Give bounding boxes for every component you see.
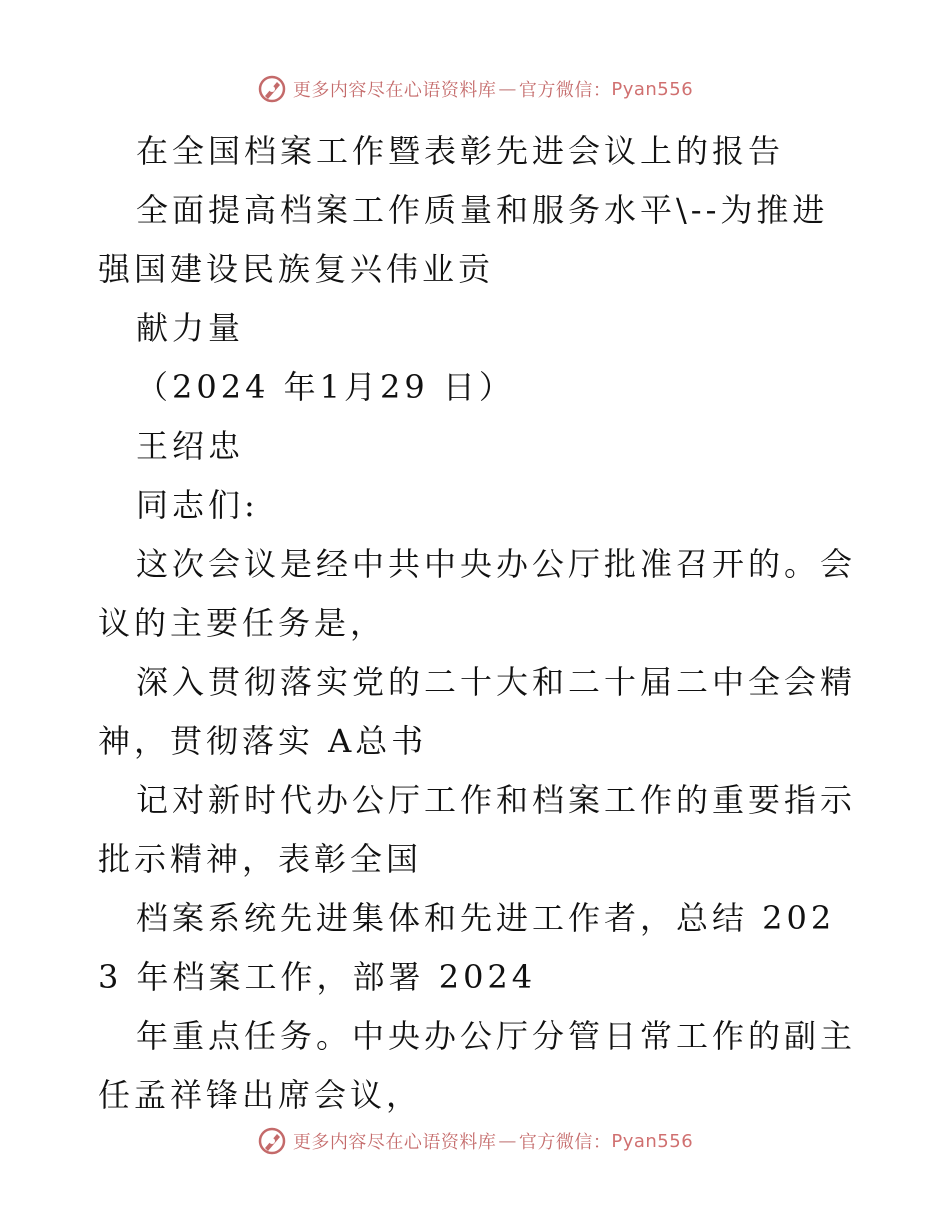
body-paragraph: 记对新时代办公厅工作和档案工作的重要指示批示精神，表彰全国 bbox=[98, 781, 857, 878]
report-subtitle: 全面提高档案工作质量和服务水平\--为推进强国建设民族复兴伟业贡 bbox=[98, 191, 829, 288]
watermark-suffix: 官方微信： bbox=[518, 80, 612, 101]
report-author: 王绍忠 bbox=[136, 427, 245, 465]
salutation: 同志们: bbox=[136, 486, 259, 524]
report-date: （2024 年1月29 日） bbox=[136, 368, 515, 406]
watermark-handle: Pyan556 bbox=[611, 1130, 694, 1152]
body-paragraph: 深入贯彻落实党的二十大和二十届二中全会精神，贯彻落实 A总书 bbox=[98, 663, 857, 760]
report-title: 在全国档案工作暨表彰先进会议上的报告 bbox=[136, 132, 785, 170]
header-watermark bbox=[0, 72, 950, 106]
footer-watermark bbox=[0, 1124, 950, 1158]
document-body bbox=[98, 122, 858, 1125]
pen-circle-logo-icon bbox=[257, 74, 287, 104]
watermark-suffix: 官方微信： bbox=[518, 1132, 612, 1153]
body-paragraph: 档案系统先进集体和先进工作者，总结 2023 年档案工作，部署 2024 bbox=[98, 899, 836, 996]
watermark-text: 更多内容尽在心语资料库 bbox=[292, 80, 497, 101]
body-paragraph: 这次会议是经中共中央办公厅批准召开的。会议的主要任务是， bbox=[98, 545, 857, 642]
watermark-separator: — bbox=[498, 1130, 517, 1152]
watermark-handle: Pyan556 bbox=[611, 78, 694, 100]
pen-circle-logo-icon bbox=[257, 1126, 287, 1156]
report-subtitle-continued: 献力量 bbox=[136, 309, 245, 347]
body-paragraph: 年重点任务。中央办公厅分管日常工作的副主任孟祥锋出席会议， bbox=[98, 1017, 857, 1114]
watermark-separator: — bbox=[498, 78, 517, 100]
watermark-text: 更多内容尽在心语资料库 bbox=[292, 1132, 497, 1153]
